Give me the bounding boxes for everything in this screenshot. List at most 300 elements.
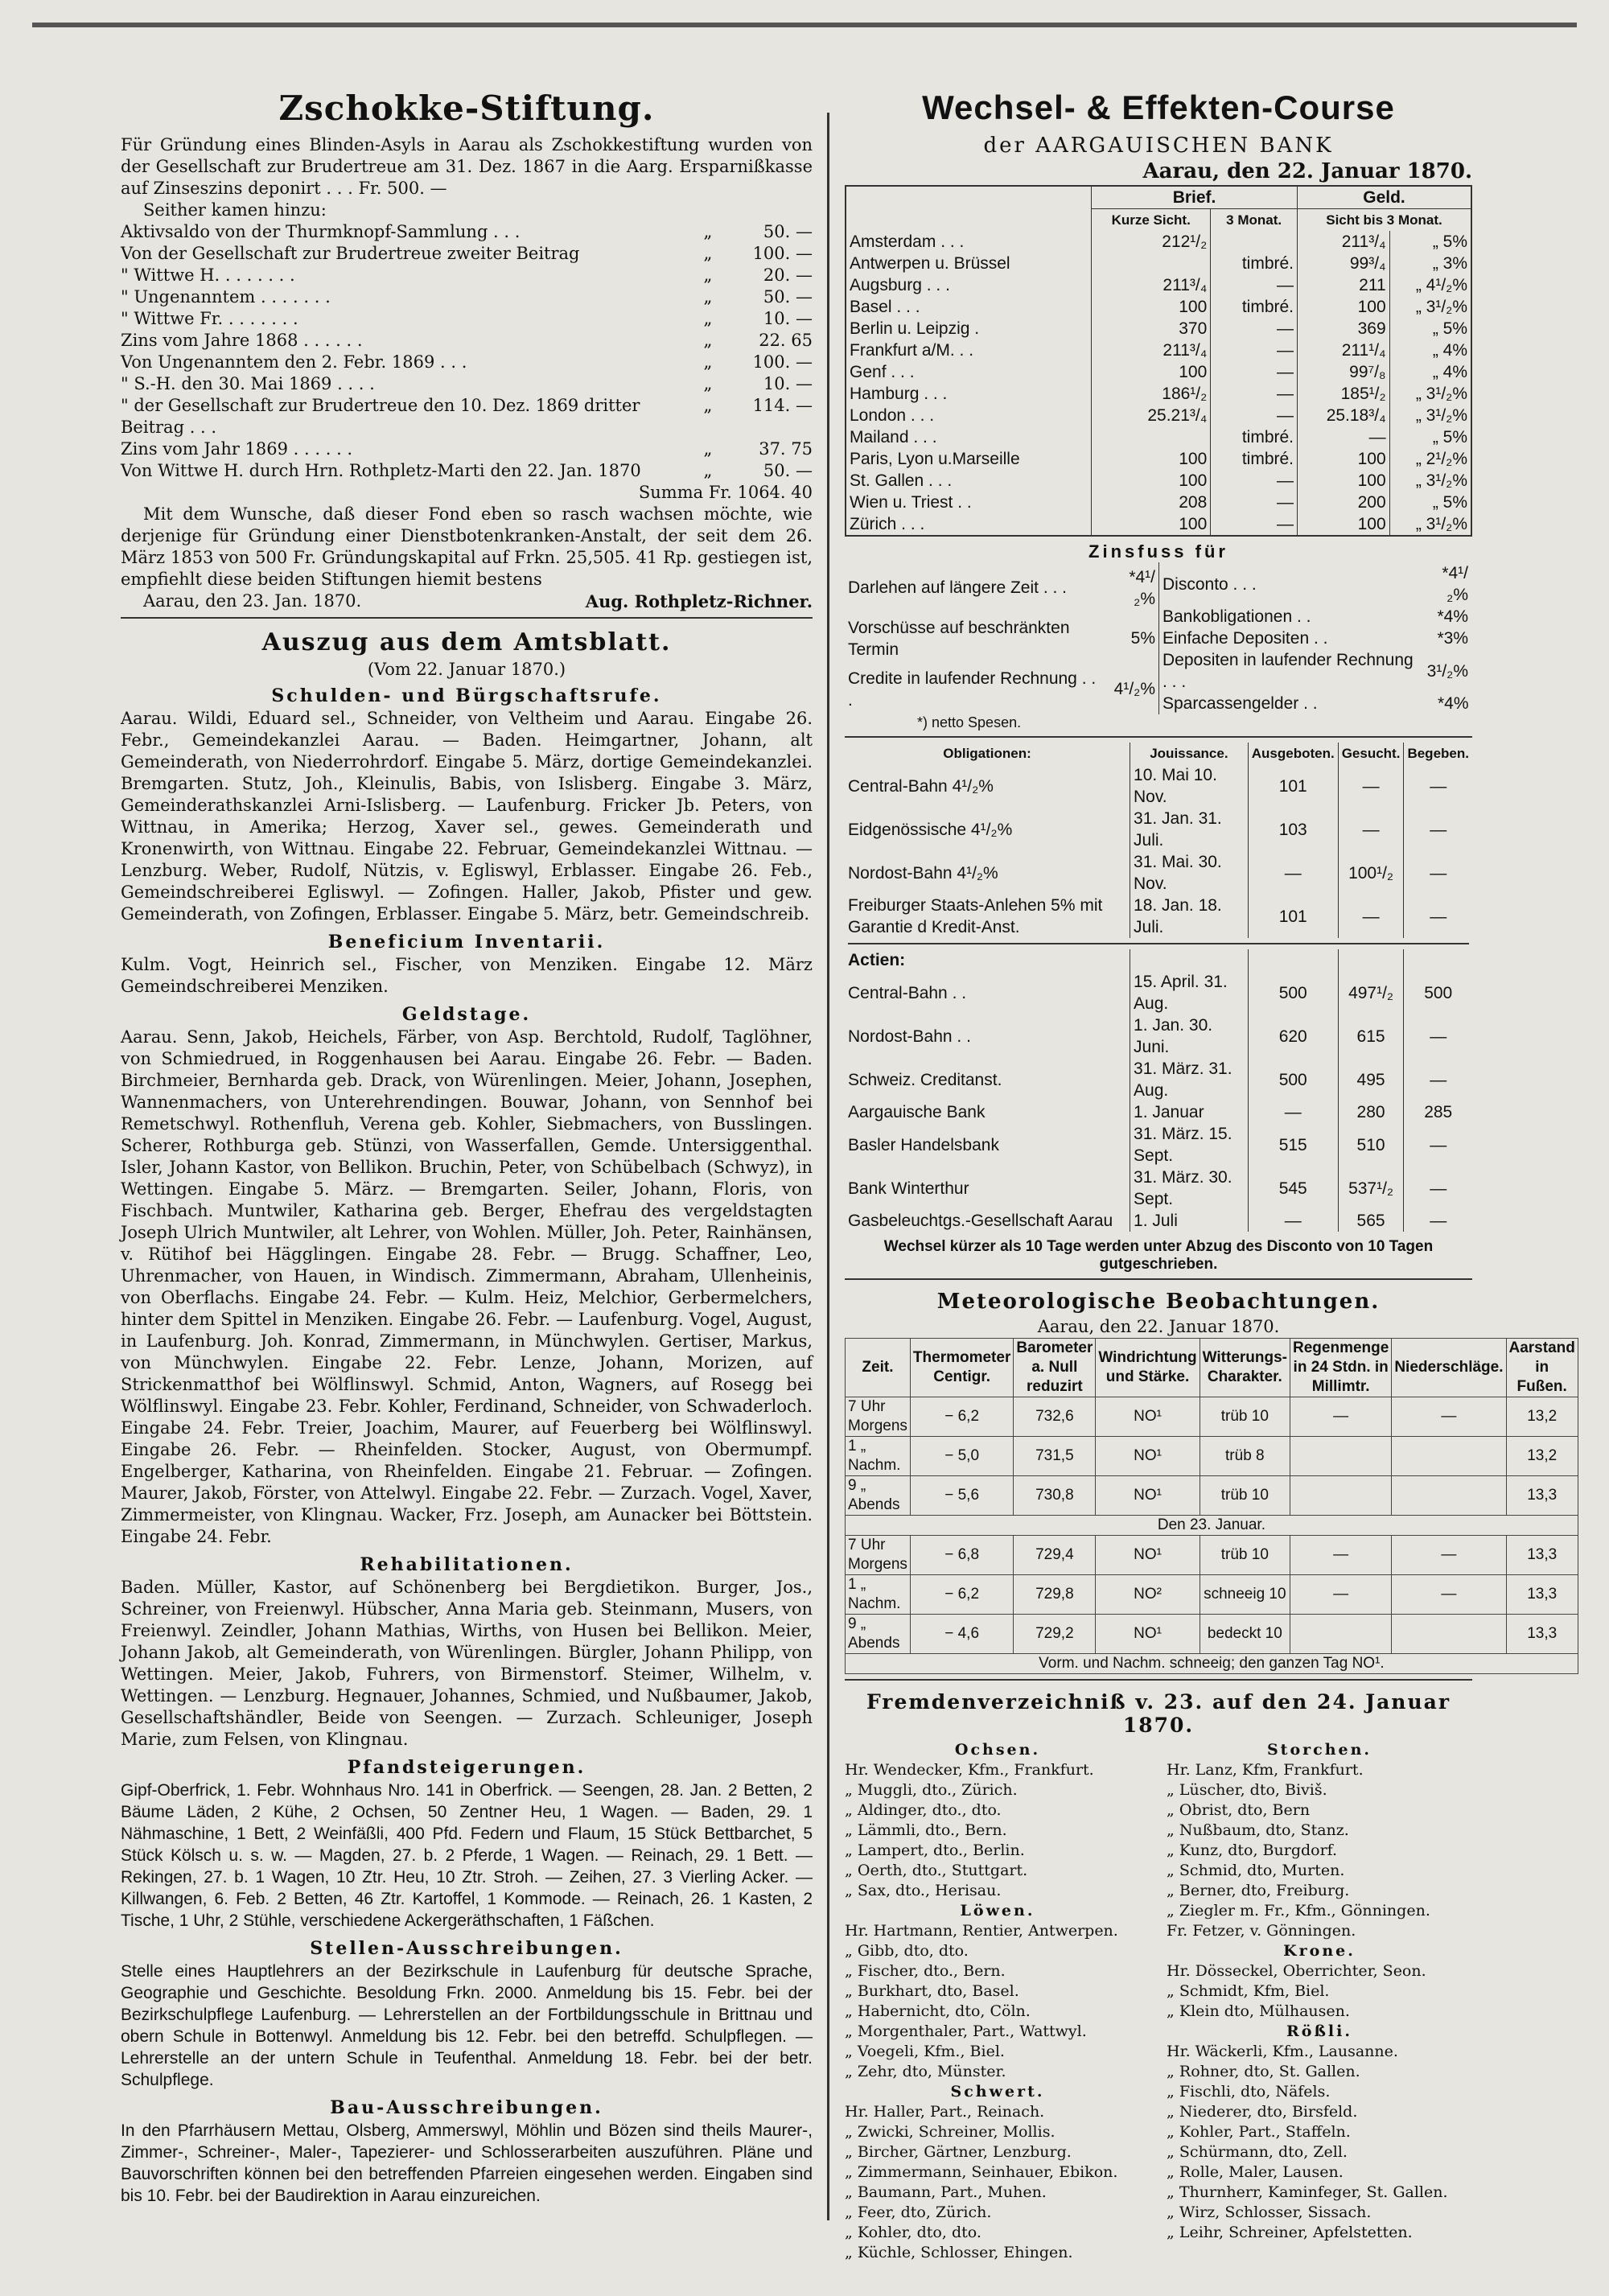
akt-cell: 1. Januar (1130, 1101, 1249, 1123)
top-rule (32, 23, 1577, 27)
meteo-col-header: Witterungs-Charakter. (1200, 1339, 1290, 1397)
item-label: Von Ungenanntem den 2. Febr. 1869 . . . (121, 352, 467, 372)
heading-benef: Beneficium Inventarii. (327, 932, 606, 953)
guest-entry: „ Fischli, dto, Näfels. (1167, 2083, 1331, 2101)
meteo-cell: 1 „ Nachm. (846, 1437, 911, 1476)
obl-cell: Eidgenössische 4¹/₂% (848, 820, 1013, 839)
quote-mark: „ (703, 352, 713, 372)
zins-row (1159, 693, 1472, 714)
zschokke-item (121, 330, 813, 352)
akt-cell: 31. März. 15. Sept. (1130, 1123, 1249, 1167)
akt-cell: — (1248, 1210, 1338, 1232)
zschokke-text: Mit dem Wunsche, daß dieser Fond eben so rasch wachsen möchte, wie derjenige für Gründung einer Dienstbotenkranken-Anstalt, der seit dem 26. März 1853 von 500 Fr. Gründungskapital auf Frkn. 25,505. 41 Rp. gestiegen ist, empfiehlt diese beiden Stiftungen hiemit bestens (121, 504, 813, 589)
exchange-cell: 25.21³/₄ (1092, 405, 1211, 426)
zins-row (1159, 627, 1472, 649)
obl-row (845, 808, 1472, 851)
exchange-cell: 100 (1298, 296, 1390, 318)
text-schulden: Aarau. Wildi, Eduard sel., Schneider, von Veltheim und Aarau. Eingabe 26. Febr., Gemeindekanzlei Aarau. — Baden. Heimgartner, Johann, alt Gemeinderath, von Niederrohrdorf. Eingabe 5. März, dortige Gemeindekanzlei. Bremgarten. Stutz, Joh., Kleinulis, Babis, von Islisberg. Eingabe 3. März, Gemeinderathskanzlei Arni-Islisberg. — Laufenburg. Fricker Jb. Peters, von Wittnau, in Amerika; Herzog, Xaver sel., gewes. Gemeinderath und Kronenwirth, von Wittnau. Eingabe 22. Februar, Gemeindekanzlei Wittnau. — Lenzburg. Weber, Rudolf, Nützis, v. Egliswyl, Erblasser. Eingabe 26. Feb., Gemeindschreiberei Egliswyl. — Zofingen. Haller, Jakob, Pfister und gew. Gemeinderath, von Zofingen, Erblasser. Eingabe 5. März, betr. Gemeindschreib. (121, 709, 813, 924)
akt-row (845, 1123, 1472, 1167)
place-date: Aarau, den 23. Jan. 1870. (143, 591, 362, 611)
guest-entry: „ Kohler, Part., Staffeln. (1167, 2123, 1351, 2141)
guest-entry: Hr. Hartmann, Rentier, Antwerpen. (845, 1922, 1118, 1940)
obl-col-header: Gesucht. (1338, 743, 1404, 764)
fremden-list (845, 1740, 1472, 2263)
exchange-cell: — (1211, 361, 1298, 383)
obl-row (845, 895, 1472, 938)
fremden-left (845, 1740, 1150, 2263)
akt-cell: 537¹/₂ (1338, 1167, 1404, 1210)
exchange-cell: Genf . . . (850, 363, 915, 381)
exchange-cell: „ 3¹/₂% (1389, 513, 1471, 536)
meteo-cell (1392, 1437, 1506, 1476)
meteo-cell: 13,2 (1506, 1437, 1578, 1476)
exchange-cell: Berlin u. Leipzig . (850, 319, 980, 338)
item-amount: 10. — (763, 309, 813, 328)
akt-row (845, 1210, 1472, 1232)
akt-cell: 285 (1404, 1101, 1472, 1123)
hotel-heading: Löwen. (960, 1902, 1035, 1920)
meteo-cell: 730,8 (1014, 1476, 1096, 1516)
zins-rate: *4¹/₂% (1129, 567, 1155, 608)
meteo-cell: 7 Uhr Morgens (846, 1397, 911, 1437)
exchange-cell: „ 5% (1389, 318, 1471, 339)
obl-col-header: Obligationen: (943, 746, 1031, 761)
text-pfand: Gipf-Oberfrick, 1. Febr. Wohnhaus Nro. 141 in Oberfrick. — Seengen, 28. Jan. 2 Betten, 2 Bäume Läden, 2 Kühe, 2 Ochsen, 50 Zentner Heu, 1 Wagen. — Baden, 29. 1 Nähmaschine, 1 Bett, 2 Weinfäßli, 400 Pfd. Federn und Flaum, 15 Stück Bettbarchet, 5 Stück Kölsch u. s. w. — Magden, 27. b. 2 Pferde, 1 Wagen. — Reinach, 29. 1 Bett. — Rekingen, 27. b. 1 Wagen, 10 Ztr. Heu, 10 Ztr. Stroh. — Zeihen, 27. 3 Vierling Acker. — Killwangen, 6. Feb. 2 Betten, 46 Ztr. Kartoffel, 1 Kommode. — Reinach, 26. 1 Kasten, 2 Tische, 1 Uhr, 2 Stühle, verschiedene Ackergeräthschaften, 1 Fäßchen. (121, 1781, 813, 1930)
obl-col-header: Begeben. (1404, 743, 1472, 764)
zins-rate: *3% (1437, 629, 1468, 648)
guest-entry: „ Aldinger, dto., dto. (845, 1801, 1002, 1819)
zins-right (1158, 562, 1472, 714)
obl-cell: — (1338, 764, 1404, 808)
exchange-cell: 208 (1092, 492, 1211, 513)
zins-block (845, 562, 1472, 714)
meteo-cell: 13,3 (1506, 1476, 1578, 1516)
actien-rows (845, 971, 1472, 1232)
obl-cell: — (1248, 851, 1338, 895)
exchange-cell: 100 (1092, 513, 1211, 536)
guest-entry: „ Muggli, dto., Zürich. (845, 1781, 1018, 1799)
text-stellen: Stelle eines Hauptlehrers an der Bezirkschule in Laufenburg für deutsche Sprache, Geographie und Geschichte. Besoldung Frkn. 2000. Anmeldung bis 15. Febr. bei der Bezirkschulpflege Laufenburg. — Lehrerstellen an der Fortbildungsschule in Brittnau und obern Schule in Bottenwyl. Anmeldung bis 12. Febr. bei den betreffd. Schulpflegen. — Lehrerstelle an der untern Schule in Teufenthal. Anmeldung 18. Febr. bei der betr. Schulpflege. (121, 1962, 813, 2089)
meteo-cell: 732,6 (1014, 1397, 1096, 1437)
meteo-cell: — (1392, 1575, 1506, 1615)
akt-cell: 500 (1404, 971, 1472, 1014)
exchange-cell: timbré. (1211, 296, 1298, 318)
quote-mark: „ (703, 222, 713, 241)
obl-cell: 101 (1248, 895, 1338, 938)
meteo-cell: trüb 10 (1200, 1536, 1290, 1575)
item-amount: 20. — (763, 265, 813, 285)
meteo-cell: − 6,8 (910, 1536, 1013, 1575)
meteo-row (846, 1575, 1578, 1615)
exchange-cell: — (1211, 405, 1298, 426)
item-label: " Wittwe H. . . . . . . . (121, 265, 295, 285)
exchange-cell: „ 5% (1389, 231, 1471, 253)
exchange-cell: Basel . . . (850, 298, 920, 316)
guest-entry: „ Lämmli, dto., Bern. (845, 1821, 1007, 1839)
item-label: Zins vom Jahre 1868 . . . . . . (121, 331, 363, 350)
hotel-heading: Ochsen. (954, 1741, 1041, 1759)
meteo-title: Meteorologische Beobachtungen. (936, 1290, 1381, 1314)
akt-cell: Central-Bahn . . (848, 983, 967, 1002)
guest-entry: „ Schmidt, Kfm, Biel. (1167, 1982, 1330, 2000)
hotel-heading: Rößli. (1286, 2022, 1352, 2040)
fx-blank2 (846, 209, 1092, 232)
exchange-row (846, 274, 1471, 296)
meteo-cell: — (1392, 1397, 1506, 1437)
col-kurze: Kurze Sicht. (1092, 209, 1211, 232)
exchange-row (846, 253, 1471, 274)
exchange-cell (1211, 231, 1298, 253)
akt-cell: Bank Winterthur (848, 1179, 969, 1198)
guest-entry: „ Kohler, dto, dto. (845, 2224, 981, 2241)
meteo-cell: — (1290, 1397, 1392, 1437)
exchange-cell: „ 2¹/₂% (1389, 448, 1471, 470)
meteo-cell: bedeckt 10 (1200, 1615, 1290, 1654)
exchange-cell: 100 (1092, 470, 1211, 492)
exchange-row (846, 318, 1471, 339)
obl-cell: 18. Jan. 18. Juli. (1130, 895, 1249, 938)
item-amount: 50. — (763, 461, 813, 480)
hotel-heading: Krone. (1283, 1942, 1356, 1960)
meteo-cell: NO¹ (1096, 1397, 1200, 1437)
exchange-cell: 211³/₄ (1092, 274, 1211, 296)
exchange-cell: 25.18³/₄ (1298, 405, 1390, 426)
meteo-cell: 13,3 (1506, 1615, 1578, 1654)
meteo-cell: 7 Uhr Morgens (846, 1536, 911, 1575)
zschokke-item (121, 438, 813, 460)
akt-cell: 545 (1248, 1167, 1338, 1210)
zschokke-item (121, 243, 813, 265)
meteo-cell: 729,2 (1014, 1615, 1096, 1654)
hotel-heading: Storchen. (1266, 1741, 1372, 1759)
zins-rate: *4¹/₂% (1442, 564, 1468, 604)
meteo-row (846, 1437, 1578, 1476)
exchange-cell: 370 (1092, 318, 1211, 339)
guest-entry: „ Kunz, dto, Burgdorf. (1167, 1841, 1338, 1859)
obl-cell: Central-Bahn 4¹/₂% (848, 776, 994, 796)
akt-row (845, 971, 1472, 1014)
akt-cell: 280 (1338, 1101, 1404, 1123)
exchange-cell: Amsterdam . . . (850, 232, 965, 251)
akt-cell: 500 (1248, 1058, 1338, 1101)
exchange-cell: 211 (1298, 274, 1390, 296)
fremden-right (1167, 1740, 1472, 2263)
akt-cell: — (1248, 1101, 1338, 1123)
col-3monat: 3 Monat. (1211, 209, 1298, 232)
guest-entry: „ Zimmermann, Seinhauer, Ebikon. (845, 2163, 1118, 2181)
obl-row (845, 764, 1472, 808)
meteo-col-header: Windrichtung und Stärke. (1096, 1339, 1200, 1397)
exchange-cell: 100 (1298, 513, 1390, 536)
item-label: Von Wittwe H. durch Hrn. Rothpletz-Marti den 22. Jan. 1870 (121, 461, 641, 480)
item-amount: 100. — (752, 352, 813, 372)
zschokke-list (121, 221, 813, 482)
wechsel-date: Aarau, den 22. Januar 1870. (1142, 159, 1472, 183)
exchange-cell: — (1211, 492, 1298, 513)
meteo-col-header: Regenmenge in 24 Stdn. in Millimtr. (1290, 1339, 1392, 1397)
guest-entry: „ Lampert, dto., Berlin. (845, 1841, 1025, 1859)
quote-mark: „ (703, 265, 713, 285)
amtsblatt-date: (Vom 22. Januar 1870.) (367, 660, 566, 679)
meteo-cell: 729,4 (1014, 1536, 1096, 1575)
zschokke-item (121, 460, 813, 482)
heading-bau: Bau-Ausschreibungen. (330, 2097, 603, 2118)
obl-cell: — (1338, 895, 1404, 938)
meteo-col-header: Zeit. (846, 1339, 911, 1397)
exchange-cell: 100 (1092, 361, 1211, 383)
text-benef: Kulm. Vogt, Heinrich sel., Fischer, von Menziken. Eingabe 12. März Gemeindschreiberei Menziken. (121, 955, 813, 996)
exchange-cell: 100 (1298, 448, 1390, 470)
meteo-cell: NO² (1096, 1575, 1200, 1615)
item-amount: 114. — (752, 396, 813, 415)
divider (121, 617, 813, 619)
guest-entry: „ Voegeli, Kfm., Biel. (845, 2043, 1005, 2060)
quote-mark: „ (703, 461, 713, 480)
exchange-cell: 200 (1298, 492, 1390, 513)
zschokke-summa (121, 482, 813, 504)
guest-entry: Hr. Dösseckel, Oberrichter, Seon. (1167, 1962, 1426, 1980)
geld-header: Geld. (1298, 186, 1471, 209)
zins-rate: *4% (1437, 607, 1468, 626)
meteo-cell: 9 „ Abends (846, 1476, 911, 1516)
exchange-cell: — (1211, 383, 1298, 405)
obl-cell: 103 (1248, 808, 1338, 851)
exchange-cell: Augsburg . . . (850, 276, 950, 294)
fx-blank (846, 186, 1092, 209)
meteo-col-header: Barometer a. Null reduzirt (1014, 1339, 1096, 1397)
exchange-cell: timbré. (1211, 253, 1298, 274)
meteo-cell: — (1290, 1575, 1392, 1615)
item-amount: 10. — (763, 374, 813, 393)
obl-head-row (845, 743, 1472, 764)
obl-cell: — (1404, 808, 1472, 851)
guest-entry: „ Bircher, Gärtner, Lenzburg. (845, 2143, 1072, 2161)
guest-entry: Hr. Wäckerli, Kfm., Lausanne. (1167, 2043, 1398, 2060)
akt-cell: Schweiz. Creditanst. (848, 1070, 1002, 1089)
zins-left (845, 562, 1158, 714)
exchange-row (846, 405, 1471, 426)
guest-entry: „ Rolle, Maler, Lausen. (1167, 2163, 1344, 2181)
meteo-rows-22 (846, 1397, 1578, 1516)
exchange-cell: Wien u. Triest . . (850, 493, 972, 512)
exchange-row (846, 470, 1471, 492)
meteo-cell: NO¹ (1096, 1536, 1200, 1575)
zins-label: Disconto . . . (1163, 574, 1257, 594)
akt-cell: 15. April. 31. Aug. (1130, 971, 1249, 1014)
obl-cell: — (1404, 764, 1472, 808)
item-amount: 100. — (752, 244, 813, 263)
guest-entry: „ Ziegler m. Fr., Kfm., Gönningen. (1167, 1902, 1430, 1920)
obl-row (845, 851, 1472, 895)
akt-cell: Gasbeleuchtgs.-Gesellschaft Aarau (848, 1212, 1113, 1230)
akt-row (845, 1101, 1472, 1123)
obligationen-table (845, 743, 1472, 1232)
guest-entry: „ Fischer, dto., Bern. (845, 1962, 1006, 1980)
guest-entry: „ Nußbaum, dto, Stanz. (1167, 1821, 1349, 1839)
exchange-cell: „ 3¹/₂% (1389, 296, 1471, 318)
guest-entry: „ Zwicki, Schreiner, Mollis. (845, 2123, 1056, 2141)
meteo-cell: NO¹ (1096, 1615, 1200, 1654)
exchange-cell: „ 5% (1389, 426, 1471, 448)
obl-cell: — (1338, 808, 1404, 851)
zschokke-signature (121, 590, 813, 612)
meteo-cell: − 6,2 (910, 1575, 1013, 1615)
exchange-cell (1092, 253, 1211, 274)
quote-mark: „ (703, 309, 713, 328)
meteo-col-header: Aarstand in Fußen. (1506, 1339, 1578, 1397)
akt-row (845, 1167, 1472, 1210)
guest-entry: „ Morgenthaler, Part., Wattwyl. (845, 2022, 1087, 2040)
akt-row (845, 1058, 1472, 1101)
guest-entry: „ Zehr, dto, Münster. (845, 2063, 1006, 2080)
item-label: Aktivsaldo von der Thurmknopf-Sammlung . . . (121, 222, 521, 241)
exchange-cell: 99³/₄ (1298, 253, 1390, 274)
zschokke-seither: Seither kamen hinzu: (143, 200, 327, 220)
brief-header: Brief. (1092, 186, 1298, 209)
hotel-heading: Schwert. (950, 2083, 1045, 2101)
exchange-row (846, 339, 1471, 361)
zins-label: Depositen in laufender Rechnung . . . (1163, 651, 1414, 691)
exchange-cell: 100 (1298, 470, 1390, 492)
akt-cell: Aargauische Bank (848, 1103, 986, 1121)
zins-label: Einfache Depositen . . (1163, 629, 1328, 648)
exchange-cell (1092, 426, 1211, 448)
obl-cell: 101 (1248, 764, 1338, 808)
meteo-cell (1290, 1476, 1392, 1516)
akt-cell: 515 (1248, 1123, 1338, 1167)
exchange-cell: — (1211, 470, 1298, 492)
exchange-cell: — (1298, 426, 1390, 448)
exchange-cell: — (1211, 274, 1298, 296)
meteo-cell: schneeig 10 (1200, 1575, 1290, 1615)
zins-rate: *4% (1437, 694, 1469, 713)
zins-rate: 3¹/₂% (1426, 661, 1468, 681)
wechsel-title: Wechsel- & Effekten-Course (922, 88, 1395, 126)
actien-head: Actien: (848, 951, 906, 969)
guest-entry: „ Berner, dto, Freiburg. (1167, 1882, 1350, 1899)
guest-entry: „ Küchle, Schlosser, Ehingen. (845, 2244, 1073, 2261)
zins-row (1159, 606, 1472, 627)
divider (848, 943, 1469, 944)
column-rule (827, 113, 829, 2220)
guest-entry: Fr. Fetzer, v. Gönningen. (1167, 1922, 1356, 1940)
item-label: Von der Gesellschaft zur Brudertreue zweiter Beitrag (121, 244, 580, 263)
exchange-row (846, 426, 1471, 448)
akt-cell: — (1404, 1167, 1472, 1210)
exchange-cell: 100 (1092, 296, 1211, 318)
heading-geld: Geldstage. (401, 1004, 532, 1025)
guest-entry: Hr. Haller, Part., Reinach. (845, 2103, 1045, 2121)
zschokke-item (121, 286, 813, 308)
meteo-cell (1290, 1615, 1392, 1654)
exchange-cell: Paris, Lyon u.Marseille (850, 450, 1020, 468)
meteo-cell: — (1290, 1536, 1392, 1575)
meteo-cell: NO¹ (1096, 1437, 1200, 1476)
zschokke-item (121, 352, 813, 373)
item-label: " Wittwe Fr. . . . . . . . (121, 309, 298, 328)
meteo-cell: trüb 8 (1200, 1437, 1290, 1476)
exchange-cell: 212¹/₂ (1092, 231, 1211, 253)
zins-row (845, 613, 1158, 664)
meteo-sub: Den 23. Januar. (846, 1516, 1578, 1536)
exchange-cell: — (1211, 318, 1298, 339)
zins-label: Bankobligationen . . (1163, 607, 1311, 626)
zins-rate: 4¹/₂% (1113, 680, 1155, 698)
obl-col-header: Jouissance. (1130, 743, 1249, 764)
meteo-cell: 9 „ Abends (846, 1615, 911, 1654)
exchange-cell: „ 4% (1389, 339, 1471, 361)
meteo-row (846, 1476, 1578, 1516)
guest-entry: „ Habernicht, dto, Cöln. (845, 2002, 1031, 2020)
akt-cell: 31. März. 31. Aug. (1130, 1058, 1249, 1101)
guest-entry: Hr. Wendecker, Kfm., Frankfurt. (845, 1761, 1094, 1779)
guest-entry: „ Obrist, dto, Bern (1167, 1801, 1311, 1819)
heading-rehab: Rehabilitationen. (360, 1554, 574, 1575)
zins-row (845, 562, 1158, 613)
exchange-row (846, 492, 1471, 513)
exchange-cell: Hamburg . . . (850, 385, 948, 403)
exchange-cell: London . . . (850, 406, 935, 425)
zschokke-item (121, 308, 813, 330)
obl-cell: Freiburger Staats-Anlehen 5% mit Garantie d Kredit-Anst. (848, 896, 1103, 936)
col-sicht: Sicht bis 3 Monat. (1298, 209, 1471, 232)
meteo-rows-23 (846, 1536, 1578, 1654)
text-geld: Aarau. Senn, Jakob, Heichels, Färber, von Asp. Berchtold, Rudolf, Taglöhner, von Schmiedrued, in Roggenhausen bei Aarau. Eingabe 26. Febr. — Baden. Birchmeier, Bernharda geb. Drack, von Würenlingen. Meier, Johann, Josephen, Wannenmachers, von Unterehrendingen. Bouwar, Johann, von Sennhof bei Remetschwyl. Rothenfluh, Verena geb. Kohler, Siebmachers, von Busslingen. Scherer, Rothburga geb. Stünzi, von Wasserfallen, Gemde. Untersiggenthal. Isler, Johann Kastor, von Bellikon. Bruchin, Peter, von Schübelbach (Schwyz), in Wettingen. Eingabe 5. März. — Bremgarten. Seiler, Johann, Floris, von Fischbach. Muntwiler, Katharina geb. Berger, Ehefrau des vergeldstagten Joseph Ulrich Muntwiler, alt Lehrer, von Wohlen. Müller, Joh. Peter, Rainhänsen, v. Rütihof bei Hägglingen. Eingabe 28. Febr. — Brugg. Schaffner, Leo, Uhrenmacher, von Hauen, in Windisch. Zimmermann, Abraham, Ullenheinis, von Oberflachs. Eingabe 24. Febr. — Kulm. Heiz, Melchior, Gerbermelchers, hinter dem Spittel in Menziken. Eingabe 26. Febr. — Laufenburg. Vogel, August, in Laufenburg. Joh. Konrad, Zimmermann, in Münchwylen. Gertiser, Markus, von Münchwylen. Eingabe 22. Febr. Lenze, Johann, Morizen, auf Strickenmatthof bei Wölflinswyl. Schmid, Anton, Wagners, auf Rosegg bei Wölflinswyl. Eingabe 23. Febr. Kohler, Ferdinand, Schneider, von Schwaderloch. Eingabe 24. Febr. Treier, Joachim, Maurer, auf Feuerberg bei Wölflinswyl. Eingabe 26. Febr. — Rheinfelden. Stocker, August, von Obermumpf. Engelberger, Katharina, von Rheinfelden. Eingabe 21. Februar. — Zofingen. Maurer, Jakob, Förster, von Attelwyl. Eingabe 22. Febr. — Zurzach. Vogel, Xaver, Zimmermeister, von Klingnau. Wacker, Frz. Joseph, am Aunacker bei Böttstein. Eingabe 24. Febr. (121, 1027, 813, 1546)
akt-cell: Basler Handelsbank (848, 1135, 999, 1154)
amtsblatt-title: Auszug aus dem Amtsblatt. (261, 628, 672, 656)
zschokke-item (121, 373, 813, 395)
exchange-cell: „ 3¹/₂% (1389, 383, 1471, 405)
exchange-cell: timbré. (1211, 448, 1298, 470)
text-bau: In den Pfarrhäusern Mettau, Olsberg, Ammerswyl, Möhlin und Bözen sind theils Maurer-, Zimmer-, Schreiner-, Maler-, Tapezierer- und Schlosserarbeiten auszuführen. Pläne und Bauvorschriften können bei den betreffenden Pfarreien eingesehen werden. Eingaben sind bis 10. Febr. bei der Baudirektion in Aarau einzureichen. (121, 2121, 813, 2205)
divider (845, 1679, 1472, 1681)
item-amount: 22. 65 (759, 331, 813, 350)
exchange-cell: Frankfurt a/M. . . (850, 341, 974, 360)
obl-cell: 31. Jan. 31. Juli. (1130, 808, 1249, 851)
meteo-cell: − 4,6 (910, 1615, 1013, 1654)
right-column (845, 80, 1575, 2263)
exchange-cell: St. Gallen . . . (850, 471, 953, 490)
zins-row (1159, 562, 1472, 606)
exchange-cell: 211¹/₄ (1298, 339, 1390, 361)
guest-entry: „ Burkhart, dto, Basel. (845, 1982, 1019, 2000)
akt-cell: — (1404, 1123, 1472, 1167)
zschokke-item (121, 265, 813, 286)
exchange-cell: 369 (1298, 318, 1390, 339)
zins-row (1159, 649, 1472, 693)
exchange-cell: 185¹/₂ (1298, 383, 1390, 405)
obl-cell: 100¹/₂ (1338, 851, 1404, 895)
guest-entry: „ Feer, dto, Zürich. (845, 2203, 992, 2221)
divider (845, 736, 1472, 738)
zschokke-item (121, 395, 813, 438)
guest-entry: „ Sax, dto., Herisau. (845, 1882, 1002, 1899)
zins-label: Sparcassengelder . . (1163, 694, 1318, 713)
item-amount: 37. 75 (759, 439, 813, 459)
akt-cell: 31. März. 30. Sept. (1130, 1167, 1249, 1210)
meteo-cell: trüb 10 (1200, 1476, 1290, 1516)
exchange-cell: „ 3¹/₂% (1389, 470, 1471, 492)
meteo-col-header: Thermometer Centigr. (910, 1339, 1013, 1397)
quote-mark: „ (703, 287, 713, 307)
exchange-rows (846, 231, 1471, 536)
meteo-cell: − 5,0 (910, 1437, 1013, 1476)
meteo-head (846, 1339, 1578, 1397)
meteo-cell: — (1392, 1536, 1506, 1575)
zschokke-intro: Für Gründung eines Blinden-Asyls in Aarau als Zschokkestiftung wurden von der Gesellschaft zur Brudertreue am 31. Dez. 1867 in die Aarg. Ersparnißkasse auf Zinseszins deponirt . . . Fr. 500. — (121, 135, 813, 198)
meteo-row (846, 1615, 1578, 1654)
heading-schulden: Schulden- und Bürgschaftsrufe. (271, 685, 662, 706)
